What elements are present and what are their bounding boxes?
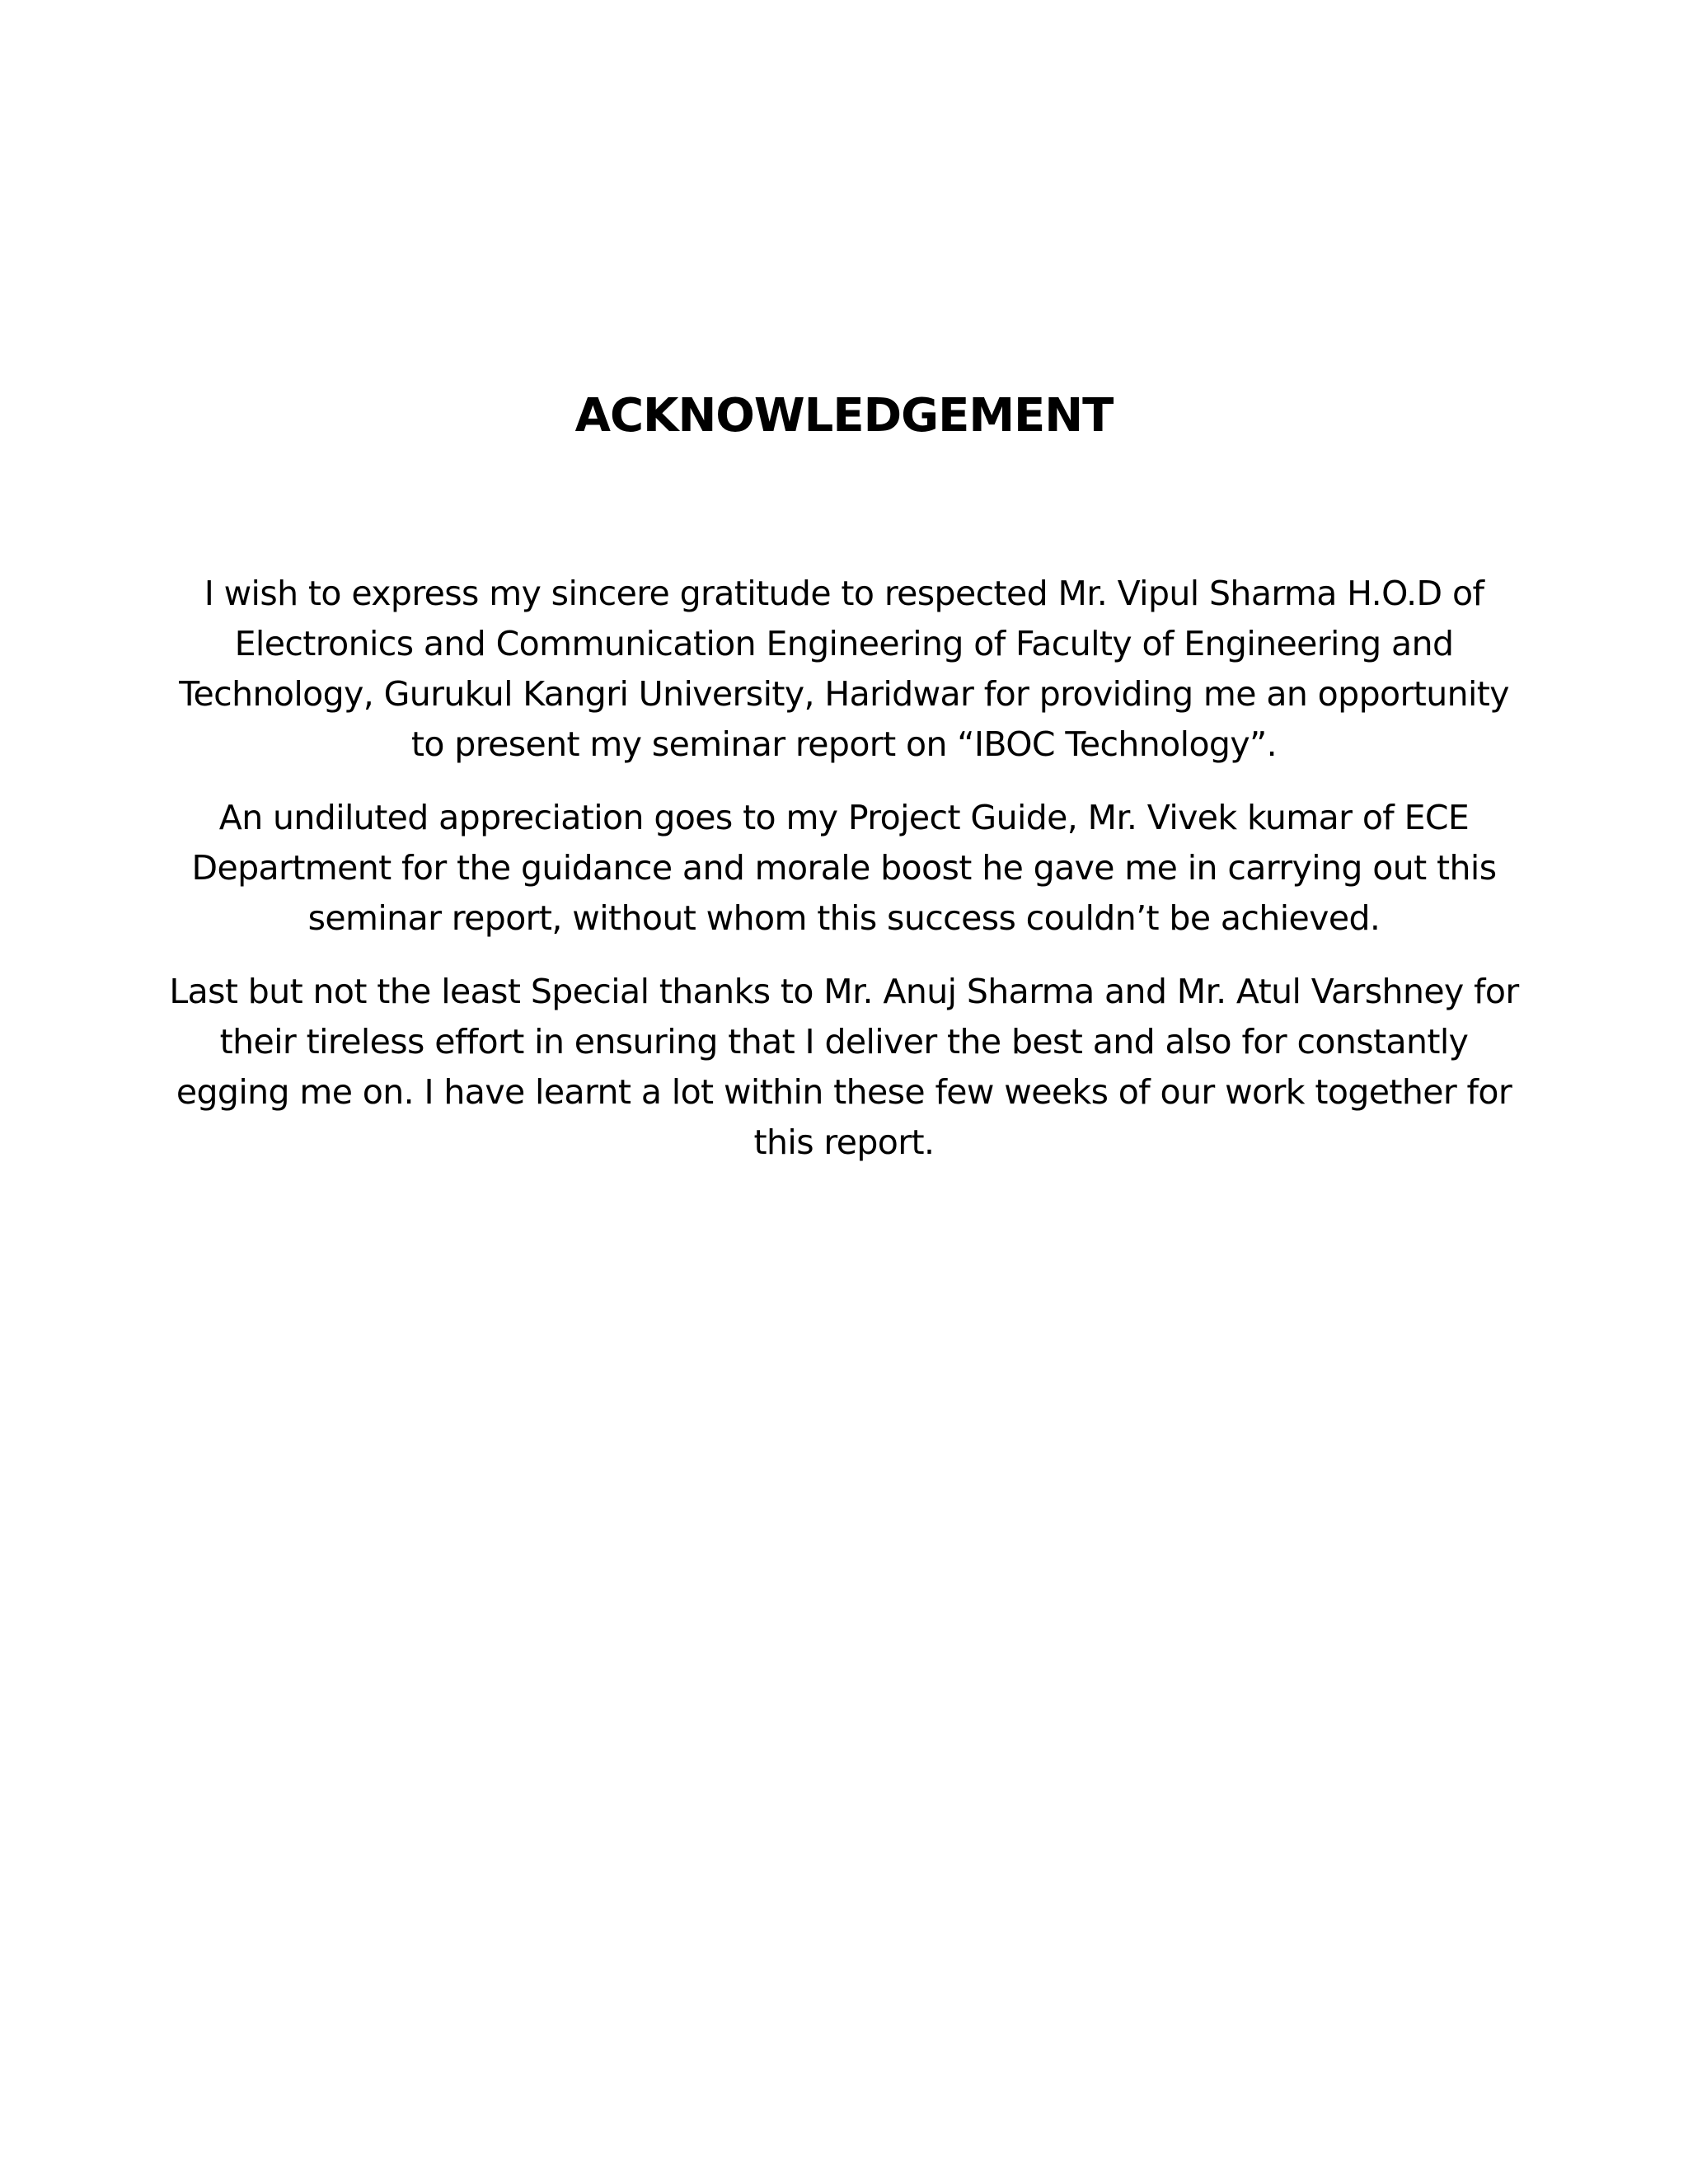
acknowledgement-paragraph-3: Last but not the least Special thanks to Mr. Anuj Sharma and Mr. Atul Varshney for their tireless effort in ensuring that I deliver the best and also for constantly egging me on. I have learnt a lot within these few weeks of our work together for this report.: [169, 972, 1519, 1162]
acknowledgement-body: [165, 569, 1523, 1191]
page-title: ACKNOWLEDGEMENT: [574, 389, 1114, 443]
acknowledgement-paragraph-2: An undiluted appreciation goes to my Project Guide, Mr. Vivek kumar of ECE Department for the guidance and morale boost he gave me in carrying out this seminar report, without whom this success couldn’t be achieved.: [191, 798, 1497, 938]
acknowledgement-paragraph-1: I wish to express my sincere gratitude to respected Mr. Vipul Sharma H.O.D of Electronics and Communication Engineering of Faculty of Engineering and Technology, Gurukul Kangri University, Haridwar for providing me an opportunity to present my seminar report on “IBOC Technology”.: [179, 574, 1509, 764]
